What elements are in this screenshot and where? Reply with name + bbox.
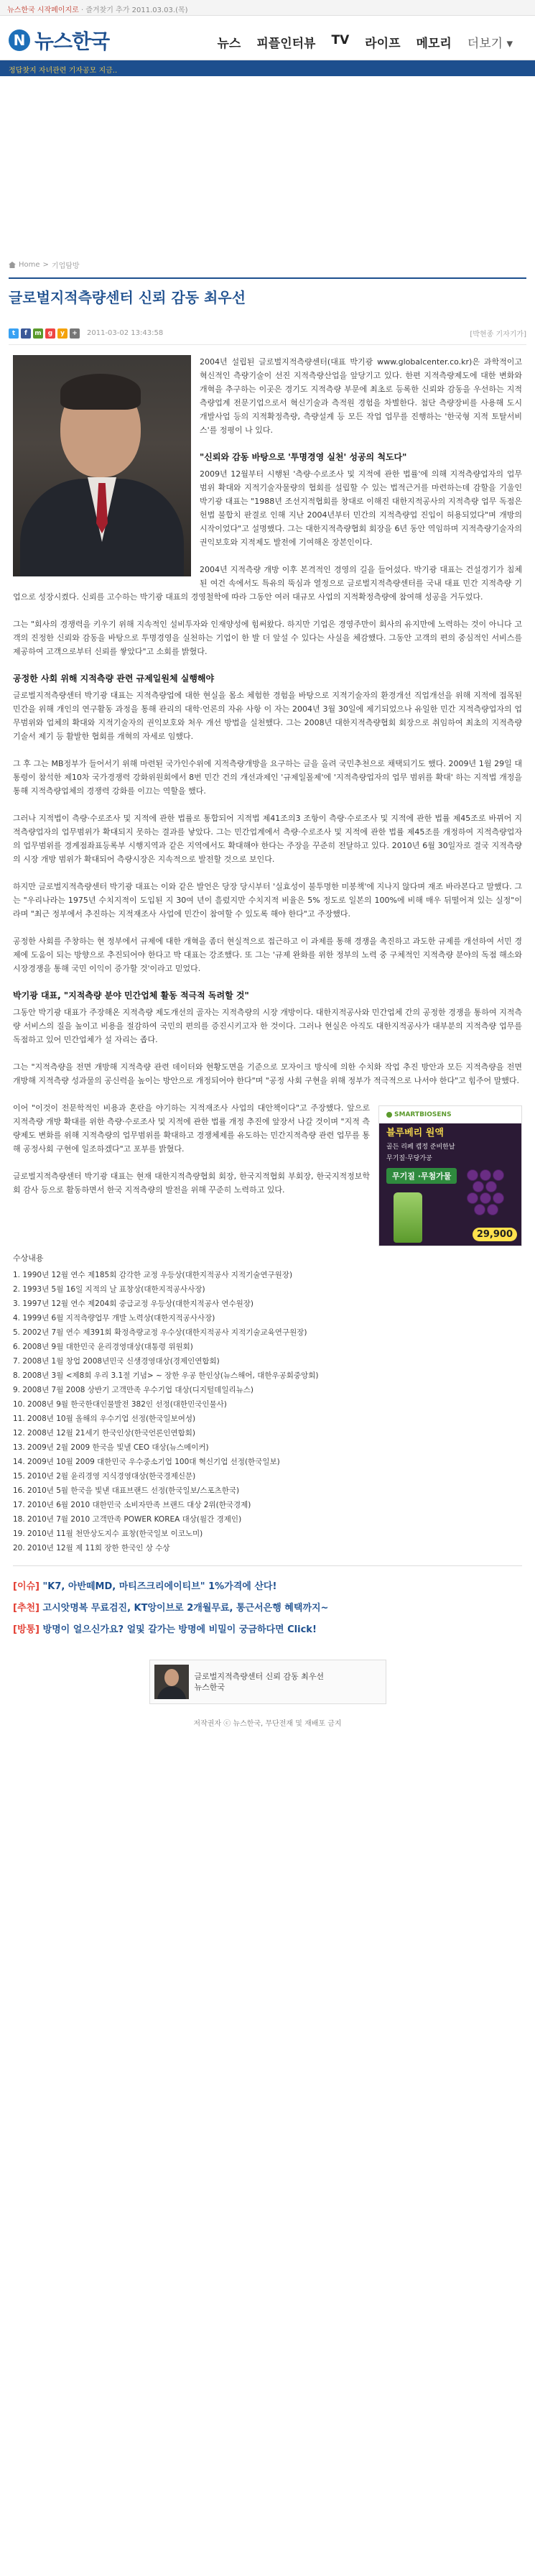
ad-brand-bar	[379, 1106, 521, 1123]
article-paragraph-5: 그 후 그는 MB정부가 들어서기 위해 마련된 국가인수위에 지적측량개방을 요구하는 글을 올려 국민추천으로 채택되기도 했다. 2009년 1월 29일 대통령이 참석한 제10차 국가경쟁력 강화위원회에서 8번 민간 건의 개선과제인 '규제일몰제'에 '지적측량업자의 업무 범위를 확대' 하는 지적법 개정을 통해 지적측량업체의 경쟁력 강화를 이끄는 역할을 했다.	[13, 759, 522, 796]
promo-tag: [이슈]	[13, 1581, 39, 1592]
twitter-share-icon[interactable]: t	[9, 328, 19, 339]
article-paragraph-2: 2004년 지적측량 개방 이후 본격적인 경영의 길을 들어섰다. 박기광 대표는 건설경기가 침체된 여건 속에서도 특유의 뚝심과 열정으로 글로벌지적측량센터를 국내 대표 민간 지적측량 기업으로 성장시켰다. 신뢰를 고수하는 박기광 대표의 경영철학에 따라 그동안 여러 대규모 사업의 지적확정측량에 참여해 성공을 거두었다.	[13, 565, 522, 602]
article-meta	[9, 326, 526, 345]
yozm-share-icon[interactable]: y	[57, 328, 68, 339]
google-share-icon[interactable]: g	[45, 328, 55, 339]
article-title-area	[9, 277, 526, 310]
promo-links	[13, 1576, 522, 1641]
award-item: 4. 1999년 6월 지적측량업무 개발 노력상(대한지적공사사장)	[13, 1314, 215, 1322]
ad-price: 29,900	[473, 1228, 517, 1241]
award-item: 18. 2010년 7월 2010 고객만족 POWER KOREA 대상(월간 경제인)	[13, 1515, 242, 1524]
home-icon[interactable]	[9, 262, 16, 268]
article-paragraph-10: 그는 "지적측량을 전면 개방해 지적측량 관련 데이터와 현황도면을 기준으로 모자이크 방식에 의한 수치화 작업 추진 방안과 모든 지적측량을 전면 개방해 지적측량 성과물의 공신력을 높이는 방안으로 개정되어야 한다"며 "공정 사회 구현을 위해 정부가 적극적으로 나서야 한다"고 힘주어 말했다.	[13, 1062, 522, 1085]
award-item: 8. 2008년 3월 <제8회 우리 3.1절 기념> ~ 장한 우공 한인상(뉴스해어, 대한우공회중앙회)	[13, 1371, 319, 1380]
logo-text: 뉴스한국	[34, 29, 110, 53]
ad-brand-icon	[386, 1112, 392, 1118]
award-item: 14. 2009년 10월 2009 대한민국 우수중소기업 100대 혁신기업 선정(한국일보)	[13, 1458, 280, 1466]
breadcrumb	[0, 257, 535, 272]
award-item: 9. 2008년 7월 2008 상반기 고객만족 우수기업 대상(디지털데일리뉴스)	[13, 1386, 253, 1394]
blueberry-ad-banner[interactable]	[378, 1105, 522, 1246]
breadcrumb-section[interactable]: 기업탐방	[51, 262, 80, 270]
article-subhead-3: 박기광 대표, "지적측량 분야 민간업체 활동 적극적 독려할 것"	[13, 990, 249, 1000]
promo-text: 고시앗명복 무료검진, KT앙이브로 2개월무료, 통근서은행 혜택까지~	[39, 1603, 329, 1614]
nav-memory[interactable]: 메모리	[416, 37, 452, 51]
logo-mark-icon: N	[9, 29, 30, 51]
facebook-share-icon[interactable]: f	[21, 328, 31, 339]
promo-link-recommend[interactable]	[13, 1598, 522, 1619]
article-paragraph-12: 글로벌지적측량센터 박기광 대표는 현재 대한지적측량협회 회장, 한국지적협회 부회장, 한국지적정보학회 감사 등으로 활동하면서 한국 지적측량의 발전을 위해 꾸준히 노력하고 있다.	[13, 1172, 370, 1195]
award-item: 17. 2010년 6월 2010 대한민국 소비자만족 브랜드 대상 2위(한국경제)	[13, 1501, 251, 1509]
promo-text: 방명이 얼으신가요? 얼및 갈가는 방명에 비밀이 궁금하다면 Click!	[39, 1624, 317, 1635]
site-logo[interactable]	[9, 26, 109, 55]
more-share-icon[interactable]: +	[70, 328, 80, 339]
promo-tag: [추천]	[13, 1603, 39, 1614]
award-item: 1. 1990년 12월 연수 제185회 감각한 교정 우등상(대한지적공사 지적기술연구원장)	[13, 1271, 293, 1279]
start-page-link[interactable]: 뉴스한국 시작페이지로	[7, 6, 79, 14]
top-strip-text: · 즐겨찾기 추가 2011.03.03.(목)	[78, 6, 188, 14]
article-paragraph-6: 그러나 지적법이 측량·수로조사 및 지적에 관한 법률로 통합되어 지적법 제41조의3 조항이 측량·수로조사 및 지적에 관한 법률 제45조로 바뀌어 지적측량업자의 업무범위가 확대되지 못하는 결과를 낳았다. 그는 민간업계에서 측량·수로조사 및 지적에 관한 법률 제45조를 개정하여 지적측량업자의 업무범위를 경계점좌표등록부 시행지역과 같은 지역에서도 확대해야 한다는 주장을 꾸준히 전달하고 있다. 2010년 6월 30일자로 결국 지적측량의 시장 개방 범위가 확대되어 측량시장은 지속적으로 발전할 것으로 보인다.	[13, 814, 522, 864]
share-buttons	[9, 328, 80, 339]
ad-bottle-image	[394, 1192, 422, 1243]
award-item: 2. 1993년 5월 16일 지적의 날 표창상(대한지적공사사장)	[13, 1285, 205, 1294]
main-navigation	[209, 33, 521, 51]
award-item: 10. 2008년 9월 한국한대인물발전 382인 선정(대한민국인물사)	[13, 1400, 227, 1409]
related-article-card[interactable]	[149, 1660, 386, 1704]
nav-tv[interactable]: TV	[331, 33, 350, 47]
promo-link-broadcast[interactable]	[13, 1619, 522, 1641]
ad-berries-image	[460, 1169, 510, 1227]
ad-brand: SMARTBIOSENS	[394, 1111, 452, 1118]
ad-headline-1: 블루베리 원액	[386, 1128, 444, 1138]
nav-news[interactable]: 뉴스	[217, 37, 241, 51]
blank-area	[0, 76, 535, 257]
top-strip	[0, 0, 535, 16]
award-item: 7. 2008년 1월 창업 2008년민국 신생경영대상(경제인연합회)	[13, 1357, 220, 1366]
me2day-share-icon[interactable]: m	[33, 328, 43, 339]
breadcrumb-home[interactable]: Home	[19, 260, 40, 269]
site-header	[0, 16, 535, 60]
article-paragraph-8: 공정한 사회를 주창하는 현 정부에서 규제에 대한 개혁을 좀더 현실적으로 접근하고 이 과제를 통해 경쟁을 촉진하고 과도한 규제를 개선하여 서민 경제에 도움이 되는 방향으로 추진되어야 한다고 박 대표는 강조했다. 또 그는 '규제 완화를 위한 정부의 노력 중 구체적인 지적측량 분야의 독점 해소와 시장경쟁을 통해 국민 이익이 증가할 것'이라고 믿었다.	[13, 937, 522, 973]
nav-people-interview[interactable]: 피플인터뷰	[256, 37, 316, 51]
award-item: 20. 2010년 12월 제 11회 장한 한국인 상 수상	[13, 1544, 170, 1552]
promo-tag: [방통]	[13, 1624, 39, 1635]
award-item: 11. 2008년 10월 올해의 우수기업 선정(한국일보여성)	[13, 1414, 196, 1423]
article-paragraph-1: 2009년 12월부터 시행된 '측량·수로조사 및 지적에 관한 법률'에 의해 지적측량업자의 업무 범위 확대와 지적기술자물량의 협회를 설립할 수 있는 법적근거를 마련하는데 감할을 기울인 박기광 대표는 "1988년 조선지적협회를 창대로 이해진 대한지적공사의 지적측량 업무 독점은 헌법 불합치 판결로 인해 지난 2004년부터 민간의 지적측량업 진입이 허용되었다"며 개방의 시작이었다"고 설명했다. 그는 대한지적측량협회 회장을 6년 동안 역임하며 지적측량기술자의 권익보호와 지적제도 발전에 기여해온 장본인이다.	[200, 469, 522, 547]
award-item: 12. 2008년 12월 21세기 한국인상(한국언론인연합회)	[13, 1429, 195, 1438]
breadcrumb-separator: >	[42, 260, 49, 269]
award-item: 6. 2008년 9월 대한민국 윤리경영대상(대통령 위원회)	[13, 1343, 193, 1351]
portrait-hair	[60, 374, 141, 410]
ceo-portrait-photo	[13, 355, 191, 576]
award-history	[13, 1252, 522, 1555]
article-subhead-2: 공정한 사회 위해 지적측량 관련 규제일원체 실행해야	[13, 673, 215, 684]
promo-text: "K7, 아반떼MD, 마티즈크리에이티브" 1%가격에 산다!	[39, 1581, 277, 1592]
award-history-title: 수상내용	[13, 1254, 44, 1263]
article-paragraph-3: 그는 "회사의 경쟁력을 키우기 위해 지속적인 설비투자와 인재양성에 힘써왔다. 하지만 기업은 경영주만이 회사의 유지만에 노력하는 것이 아니다 고객의 진정한 신뢰와 감동을 바탕으로 투명경영을 실천하는 기업이 한 발 더 앞설 수 있다는 사실을 체감했다. 그동안 고객의 편의 중심적인 서비스를 제공하여 고객으로부터 신뢰를 쌓았다"고 소회를 밝혔다.	[13, 620, 522, 656]
related-article-thumbnail	[154, 1665, 189, 1699]
award-item: 15. 2010년 2월 윤리경영 지식경영대상(한국경제신문)	[13, 1472, 196, 1481]
article-reporter[interactable]: [박현종 기자기가]	[470, 331, 526, 339]
related-article-text	[195, 1671, 325, 1693]
award-list	[13, 1268, 522, 1555]
copyright-note: 저작권자 ⓒ 뉴스한국, 무단전재 및 재배포 금지	[193, 1720, 342, 1728]
ad-badge: 무기질 ·무첨가물	[386, 1168, 457, 1184]
article-body	[13, 355, 522, 1555]
related-article-source: 뉴스한국	[194, 1683, 225, 1692]
article-paragraph-4: 글로벌지적측량센터 박기광 대표는 지적측량업에 대한 현실을 몸소 체험한 경험을 바탕으로 지적기술자의 환경개선 직업개선을 위해 지적에 접목된 민간을 위해 개인의 연구활동 과정을 통해 관리의 대학·언론의 자유 사항 이 자는 2004년 3월 30일에 제기되었으나 유일한 민간 지적측량업자의 업무범위와 업체의 확대와 지적기술자의 권익보호와 처우 개선 방법을 실천했다. 그는 2008년 대한지적측량협회 회장으로 취임하여 최초의 지적측량 기술서 제기 등 활발한 협회를 개혁의 자세로 임했다.	[13, 691, 522, 741]
divider	[13, 1565, 522, 1566]
ad-subline: 무기질·무당가공	[386, 1155, 432, 1162]
article-paragraph-11: 이어 "이것이 전문학적인 비용과 혼란을 야기하는 지적재조사 사업의 대안책이다"고 주장했다. 앞으로 지적측량 개방 확대를 위한 측량·수로조사 및 지적에 관한 법률 개정 추진에 앞장서 나갈 것이며 "지적 측량제도 변화를 위해 지적측량의 업무범위를 확대하고 경쟁체제를 유도하는 민간지적측량 관련 업무를 통해 공정사회 구현에 일조하겠다"고 포부를 밝혔다.	[13, 1103, 370, 1154]
article-intro: 2004년 설립된 글로벌지적측량센터(대표 박기광 www.globalcenter.co.kr)은 과학적이고 혁신적인 측량기술이 선진 지적측량산업을 앞당기고 있다. 한편 지적측량제도에 대한 변화와 개혁을 추구하는 이곳은 경기도 지적측량 부문에 최초로 등록한 신뢰와 감동을 우선하는 지적측량업계 전문기업으로서 혁신기술과 측적원 경험을 차별한다. 첨단 측량장비를 사용해 도시개발사업 등의 지적확정측량, 측량설계 등 모든 작업 업무를 진행하는 '한국형 지적 토탈서비스'를 정평이 나 있다.	[200, 357, 522, 435]
award-item: 3. 1997년 12월 연수 제204회 중급교정 우등상(대한지적공사 연수원장)	[13, 1300, 253, 1308]
ad-headline-2: 골든 리페 캡정 준비한날	[386, 1144, 455, 1151]
award-item: 16. 2010년 5월 한국을 빛낸 대표브랜드 선정(한국일보/스포츠한국)	[13, 1486, 240, 1495]
award-item: 19. 2010년 11월 천만상도지수 표창(한국일보 이코노미)	[13, 1530, 203, 1538]
award-item: 5. 2002년 7월 연수 제391회 확정측량교정 우수상(대한지적공사 지적기술교육연구원장)	[13, 1328, 307, 1337]
nav-more-dropdown[interactable]: 더보기 ▾	[467, 37, 513, 51]
nav-life[interactable]: 라이프	[365, 37, 401, 51]
article-subhead-1: "신뢰와 감동 바탕으로 '투명경영 실천' 성공의 척도다"	[200, 452, 407, 462]
award-item: 13. 2009년 2월 2009 한국을 빛낼 CEO 대상(뉴스메이커)	[13, 1443, 209, 1452]
article-date: 2011-03-02 13:43:58	[87, 329, 164, 337]
article-title: 글로벌지적측량센터 신뢰 감동 최우선	[9, 289, 246, 306]
promo-link-issue[interactable]	[13, 1576, 522, 1598]
article-paragraph-9: 그동안 박기광 대표가 주장해온 지적측량 제도개선의 골자는 지적측량의 시장 개방이다. 대한지적공사와 민간업체 간의 공정한 경쟁을 통하여 지적측량 서비스의 질을 높이고 비용을 절감하여 국민의 편의를 증진시키고자 한 것이다. 그러나 현실은 아직도 대한지적공사가 대부분의 지적측량 업무를 독점하고 있어 민간업체가 설 자리는 좁다.	[13, 1008, 522, 1044]
sub-banner[interactable]: 정답찾지 자녀관련 기자공모 지금..	[0, 60, 535, 76]
related-article-title: 글로벌지적측량센터 신뢰 감동 최우선	[194, 1672, 325, 1681]
article-paragraph-7: 하지만 글로벌지적측량센터 박기광 대표는 이와 같은 발언은 당장 당시부터 '실효성이 불투명한 미봉책'에 지나지 않다며 재조 바라본다고 말했다. 그는 "우리나라는 1975년 수치지적이 도입된 지 30여 년이 흘렀지만 수치지적 비율은 5% 정도로 일본의 100%에 비해 매우 뒤떨어져 있는 실정"이라며 "최근 정부에서 추진하는 지적재조사 사업에 민간이 참여할 수 있도록 해야 한다"고 주장했다.	[13, 882, 522, 919]
